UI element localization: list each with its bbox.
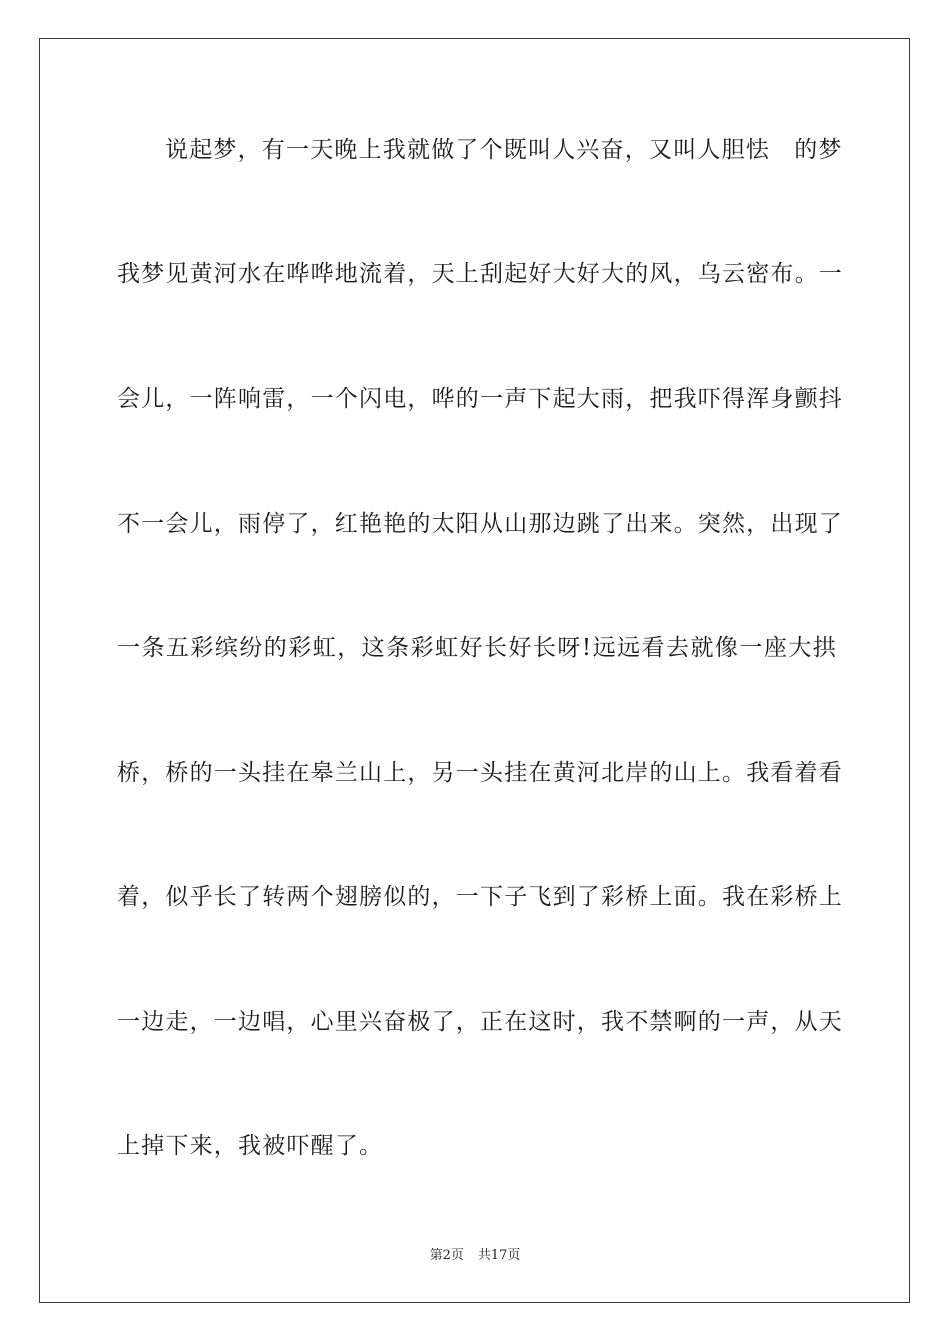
paragraph-line: 桥，桥的一头挂在皋兰山上，另一头挂在黄河北岸的山上。我看着看 [117,760,843,786]
paragraph-line: 一边走，一边唱，心里兴奋极了，正在这时，我不禁啊的一声，从天 [117,1009,843,1035]
paragraph-line: 会儿，一阵响雷，一个闪电，哗的一声下起大雨，把我吓得浑身颤抖 [117,386,843,412]
page-number: 第2页 [429,1248,464,1263]
paragraph-line: 着，似乎长了转两个翅膀似的，一下子飞到了彩桥上面。我在彩桥上 [117,884,843,910]
paragraph-line: 说起梦，有一天晚上我就做了个既叫人兴奋，又叫人胆怯 的梦 [165,137,843,163]
page-footer [0,1247,950,1265]
paragraph-line: 一条五彩缤纷的彩虹，这条彩虹好长好长呀!远远看去就像一座大拱 [117,635,837,661]
paragraph-line: 上掉下来，我被吓醒了。 [117,1133,384,1159]
paragraph-line: 我梦见黄河水在哗哗地流着，天上刮起好大好大的风，乌云密布。一 [117,261,843,287]
total-pages: 共17页 [477,1248,521,1263]
paragraph-line: 不一会儿，雨停了，红艳艳的太阳从山那边跳了出来。突然，出现了 [117,511,843,537]
page-border [39,38,910,1303]
